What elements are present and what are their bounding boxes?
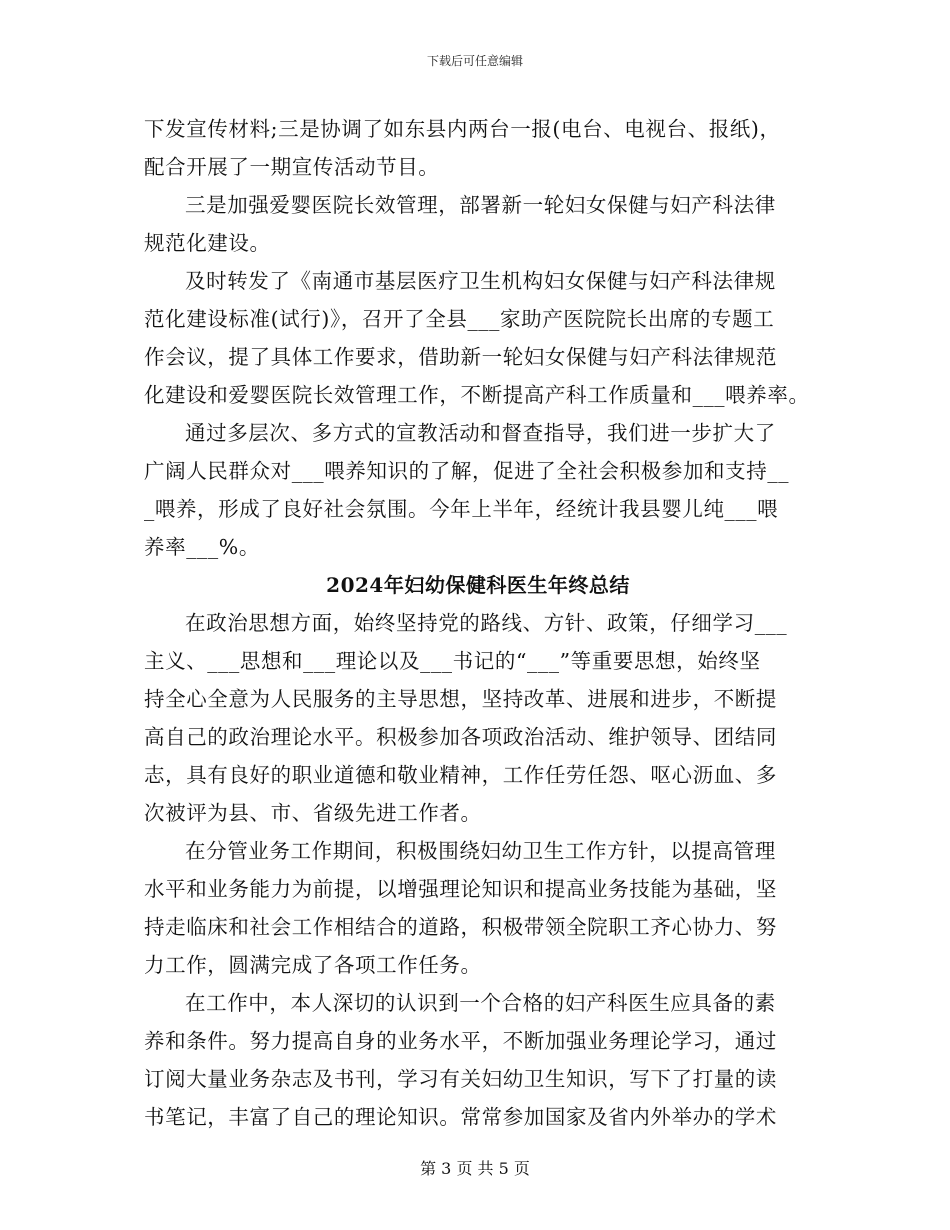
text-line: 次被评为县、市、省级先进工作者。: [144, 801, 482, 825]
text-line: 志，具有良好的职业道德和敬业精神，工作任劳任怨、呕心沥血、多: [144, 763, 777, 787]
text-line: 作会议，提了具体工作要求，借助新一轮妇女保健与妇产科法律规范: [144, 345, 777, 369]
paragraph-start-line: 通过多层次、多方式的宣教活动和督查指导，我们进一步扩大了: [185, 421, 776, 445]
page-header: 下载后可任意编辑: [426, 54, 523, 68]
text-line: 下发宣传材料;三是协调了如东县内两台一报(电台、电视台、报纸)，: [144, 117, 781, 141]
text-line: 水平和业务能力为前提，以增强理论知识和提高业务技能为基础，坚: [144, 877, 777, 901]
text-line: 配合开展了一期宣传活动节目。: [144, 155, 440, 179]
text-line: 高自己的政治理论水平。积极参加各项政治活动、维护领导、团结同: [144, 725, 777, 749]
paragraph-start-line: 在政治思想方面，始终坚持党的路线、方针、政策，仔细学习___: [185, 611, 788, 635]
text-line: 订阅大量业务杂志及书刊，学习有关妇幼卫生知识，写下了打量的读: [144, 1067, 777, 1091]
text-line: 规范化建设。: [144, 231, 271, 255]
text-line: 书笔记，丰富了自己的理论知识。常常参加国家及省内外举办的学术: [144, 1105, 777, 1129]
text-line: 化建设和爱婴医院长效管理工作，不断提高产科工作质量和___喂养率。: [144, 383, 810, 407]
paragraph-start-line: 在分管业务工作期间，积极围绕妇幼卫生工作方针，以提高管理: [185, 839, 776, 863]
section-title: 2024年妇幼保健科医生年终总结: [326, 573, 630, 597]
text-line: 力工作，圆满完成了各项工作任务。: [144, 953, 482, 977]
text-line: 主义、___思想和___理论以及___书记的“___”等重要思想，始终坚: [144, 649, 761, 673]
text-line: 广阔人民群众对___喂养知识的了解，促进了全社会积极参加和支持__: [144, 459, 790, 483]
text-line: 范化建设标准(试行)》，召开了全县___家助产医院院长出席的专题工: [144, 307, 775, 331]
text-line: 养和条件。努力提高自身的业务水平，不断加强业务理论学习，通过: [144, 1029, 777, 1053]
paragraph-start-line: 在工作中，本人深切的认识到一个合格的妇产科医生应具备的素: [185, 991, 776, 1015]
paragraph-start-line: 三是加强爱婴医院长效管理，部署新一轮妇女保健与妇产科法律: [185, 193, 776, 217]
text-line: _喂养，形成了良好社会氛围。今年上半年，经统计我县婴儿纯___喂: [144, 497, 779, 521]
document-body: [144, 110, 812, 1136]
text-line: 持全心全意为人民服务的主导思想，坚持改革、进展和进步，不断提: [144, 687, 777, 711]
text-line: 养率___%。: [144, 535, 260, 559]
paragraph-start-line: 及时转发了《南通市基层医疗卫生机构妇女保健与妇产科法律规: [185, 269, 776, 293]
text-line: 持走临床和社会工作相结合的道路，积极带领全院职工齐心协力、努: [144, 915, 777, 939]
page-number-footer: 第 3 页 共 5 页: [420, 1159, 530, 1178]
